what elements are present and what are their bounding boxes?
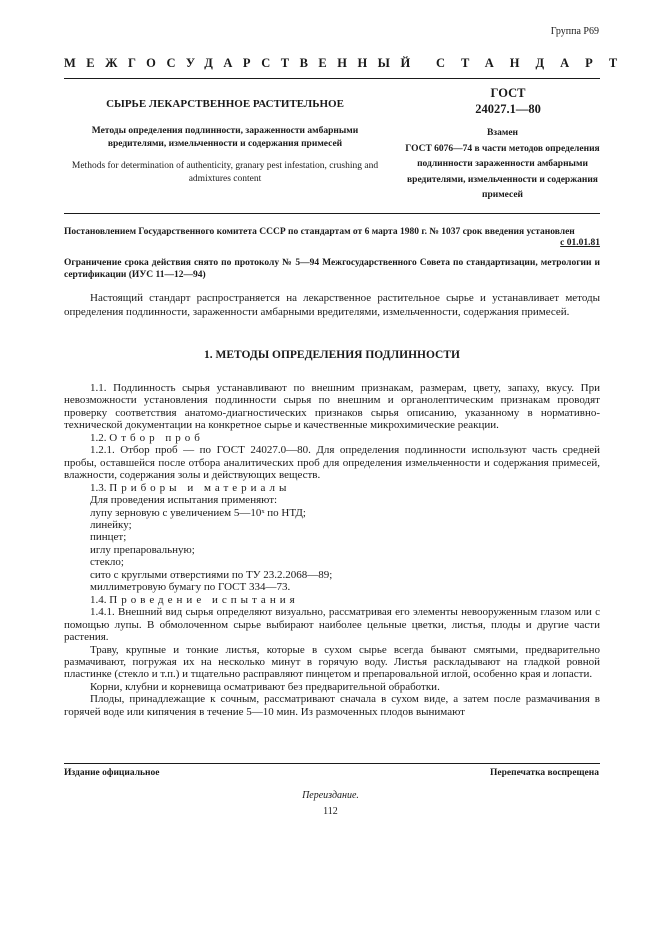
gost-label: ГОСТ [490,86,526,100]
intro-paragraph: Настоящий стандарт распространяется на лекарственное растительное сырье и устанавливает методы определения подлинности, зараженности амбарными вредителями, измельченности, содержания примесей. [64,292,600,318]
document-title: СЫРЬЕ ЛЕКАРСТВЕННОЕ РАСТИТЕЛЬНОЕ [106,98,344,110]
spaced-word: СТАНДАРТ [436,56,634,70]
paragraph-roots: Корни, клубни и корневища осматривают без предварительной обработки. [90,680,440,693]
clause-title: Отбор проб [109,431,204,444]
standard-type-banner [64,56,634,71]
list-item: стекло; [90,556,124,569]
limitation-note: Ограничение срока действия снято по протоколу № 5—94 Межгосударственного Совета по стандартизации, метрологии и сертификации (ИУС 11—12—94) [64,258,600,280]
gost-number: 24027.1—80 [475,102,541,116]
decree-date: с 01.01.81 [560,238,600,248]
list-item: лупу зерновую с увеличением 5—10ˣ по НТД; [90,506,306,519]
reissue-note: Переиздание. [302,790,359,801]
list-item: иглу препаровальную; [90,543,195,556]
list-item: пинцет; [90,531,127,544]
paragraph-fruits: Плоды, принадлежащие к сочным, рассматривают сначала в сухом виде, а затем после размачивания в горячей воде или кипячения в течение 5—10 мин. Из размоченных плодов вынимают [64,693,600,718]
list-item: миллиметровую бумагу по ГОСТ 334—73. [90,581,291,594]
list-item: сито с круглыми отверстиями по ТУ 23.2.2068—89; [90,568,333,581]
document-subtitle-ru: Методы определения подлинности, зараженности амбарными вредителями, измельченности и содержания примесей [91,126,359,149]
title-rule [64,213,600,214]
paragraph-1-4-1: 1.4.1. Внешний вид сырья определяют визуально, рассматривая его элементы невооруженным глазом или с помощью лупы. В обмолоченном сырье выбирают наиболее цельные цветки, листья, плоды и другие части растения. [64,606,600,644]
decree-text: Постановлением Государственного комитета СССР по стандартам от 6 марта 1980 г. № 1037 срок введения установлен [64,227,575,237]
equipment-lead: Для проведения испытания применяют: [90,494,278,507]
subheading-1-4 [64,594,600,606]
paragraph-1-2-1: 1.2.1. Отбор проб — по ГОСТ 24027.0—80. Для определения подлинности используют часть средней пробы, оставшейся после отбора аналитических проб для определения измельченности и содержания примесей, влажности, содержания золы и действующих веществ. [64,444,600,482]
page-number: 112 [323,806,338,817]
subheading-1-2 [64,432,600,444]
paragraph-1-1: 1.1. Подлинность сырья устанавливают по внешним признакам, размерам, цвету, запаху, вкусу. При невозможности установления подлинности сырья по внешним и органолептическим признакам проводят проверку соответствия анатомо-диагностических признаков сырья описанию, указанному в нормативно-технической документации на конкретное сырье и качественные микрохимические реакции. [64,382,600,432]
list-item: линейку; [90,518,132,531]
clause-number: 1.4. [90,593,107,606]
paragraph-grass: Траву, крупные и тонкие листья, которые в сухом сырье всегда бывают смятыми, предварительно размачивают, погружая их на несколько минут в горячую воду. Листья раскладывают на гладкой ровной пластинке (стекло и т.п.) и тщательно расправляют пинцетом и препаровальной иглой, особенно края и лопасти. [64,643,600,681]
gost-designation [408,85,608,117]
clause-number: 1.2. [90,431,107,444]
section-body [64,382,600,718]
replaces-block [400,126,605,204]
standard-word-interstate [64,56,421,71]
clause-number: 1.3. [90,481,107,494]
header-rule [64,78,600,79]
reprint-prohibited: Перепечатка воспрещена [489,768,599,778]
replaces-label: Взамен [486,128,519,138]
section-heading: 1. МЕТОДЫ ОПРЕДЕЛЕНИЯ ПОДЛИННОСТИ [204,349,460,361]
footer-rule [64,763,600,764]
subheading-1-3 [64,482,600,494]
clause-title: Приборы и материалы [109,481,291,494]
clause-title: Проведение испытания [109,593,299,606]
group-code: Группа Р69 [550,26,599,37]
replaces-text: ГОСТ 6076—74 в части методов определения подлинности зараженности амбарными вредителями, измельченности и содержания примесей [405,143,600,200]
official-edition: Издание официальное [64,768,160,778]
spaced-word: МЕЖГОСУДАРСТВЕННЫЙ [64,56,421,70]
standard-word-standard [436,56,634,71]
document-subtitle-en: Methods for determination of authenticity, granary pest infestation, crushing and admixtures content [71,161,379,184]
